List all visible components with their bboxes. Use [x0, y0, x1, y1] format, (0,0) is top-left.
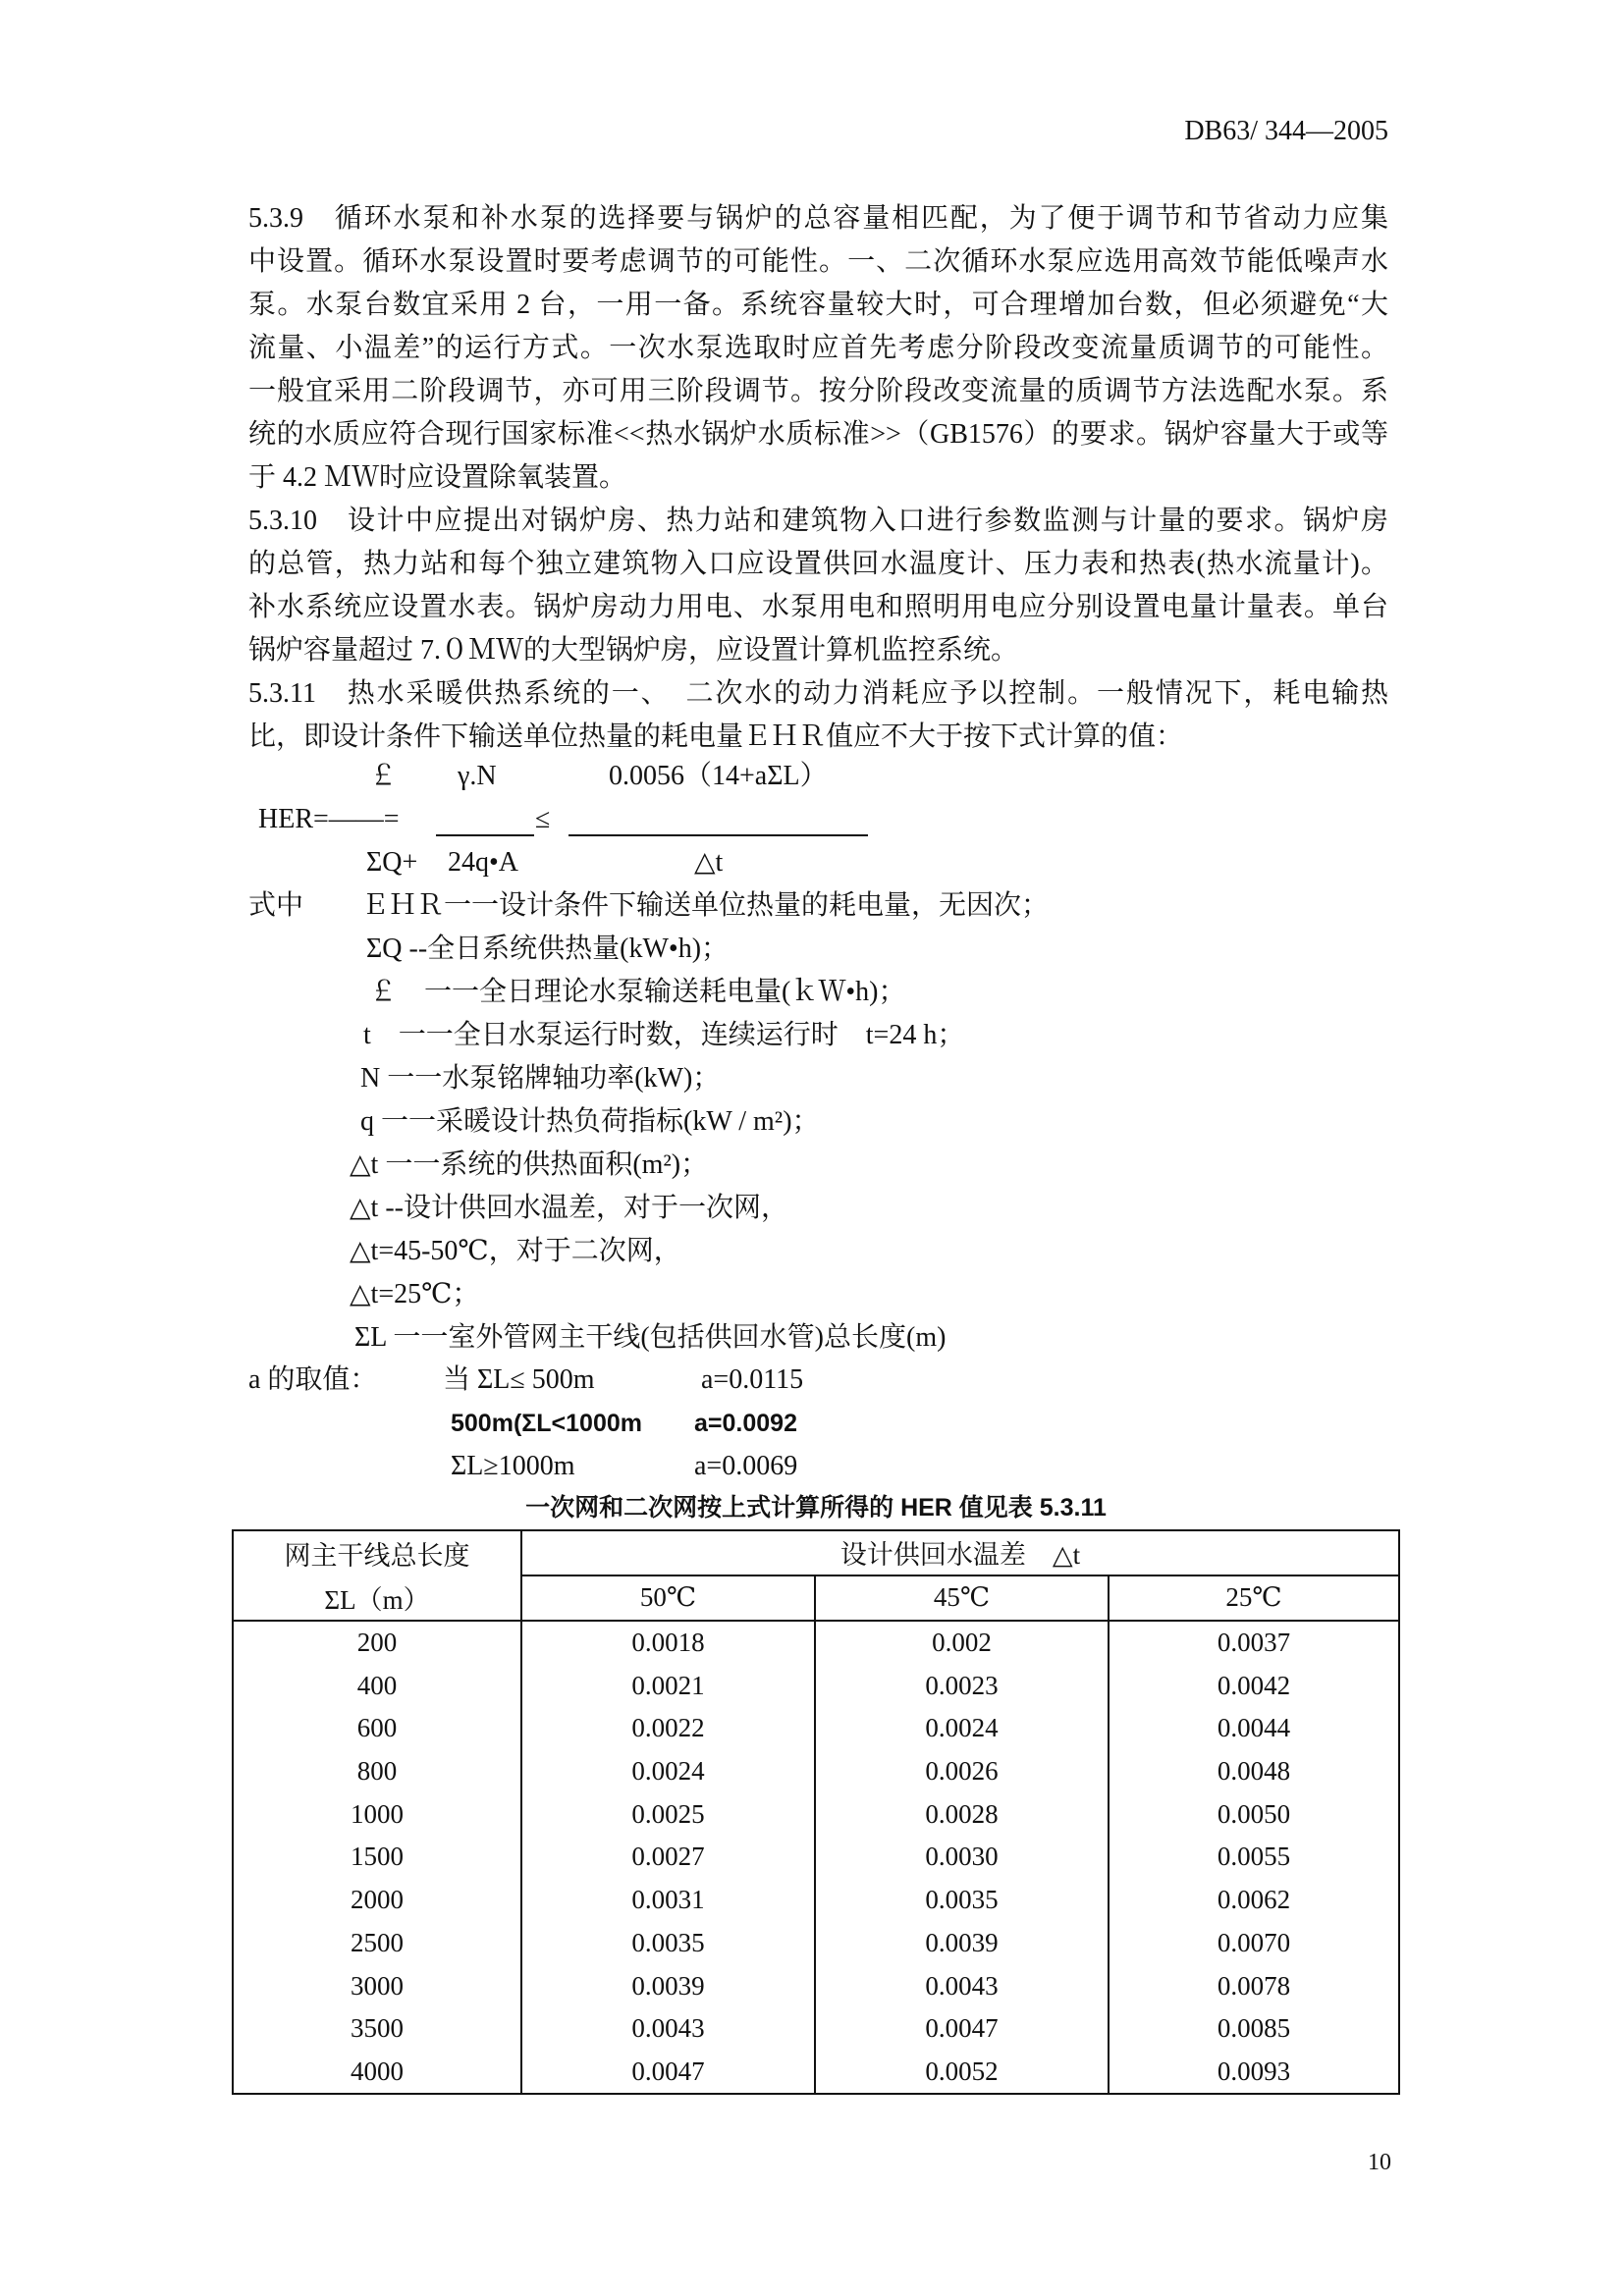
a-cond: 当 ΣL≤ 500m: [443, 1364, 595, 1395]
table-cell: 0.002: [815, 1621, 1109, 1665]
table-row: [233, 1664, 1399, 1707]
text-line: 一般宜采用二阶段调节，亦可用三阶段调节。按分阶段改变流量的质调节方法选配水泵。系: [248, 376, 1388, 406]
a-cond: ΣL≥1000m: [451, 1451, 575, 1481]
page-number: 10: [1368, 2150, 1391, 2175]
table-row: [233, 1879, 1399, 1922]
table-row: [233, 2007, 1399, 2051]
definition-item: △t --设计供回水温差，对于一次网，: [350, 1193, 788, 1223]
table-cell: 0.0085: [1109, 2007, 1399, 2051]
col-header-50: 50℃: [521, 1575, 815, 1621]
table-row: [233, 1964, 1399, 2007]
table-cell: 0.0022: [521, 1707, 815, 1750]
table-cell: 0.0044: [1109, 1707, 1399, 1750]
her-table: [232, 1529, 1400, 2095]
table-cell: 0.0027: [521, 1836, 815, 1879]
table-cell: 3000: [233, 1964, 521, 2007]
table-cell: 4000: [233, 2051, 521, 2095]
table-cell: 0.0024: [815, 1707, 1109, 1750]
definition-item: q 一一采暖设计热负荷指标(kW / m²)；: [360, 1106, 820, 1137]
formula-den-3: △t: [694, 847, 724, 878]
table-cell: 800: [233, 1750, 521, 1793]
text-line: 锅炉容量超过 7.０ＭＷ的大型锅炉房，应设置计算机监控系统。: [248, 635, 1019, 666]
fraction-line: [568, 834, 868, 836]
table-row: [233, 1750, 1399, 1793]
table-cell: 0.0031: [521, 1879, 815, 1922]
table-cell: 3500: [233, 2007, 521, 2051]
definition-item: ΣL 一一室外管网主干线(包括供回水管)总长度(m): [354, 1322, 947, 1353]
table-cell: 2500: [233, 1922, 521, 1965]
table-cell: 0.0035: [521, 1922, 815, 1965]
text-line: 5.3.9 循环水泵和补水泵的选择要与锅炉的总容量相匹配，为了便于调节和节省动力应集: [248, 203, 1388, 234]
table-cell: 2000: [233, 1879, 521, 1922]
table-cell: 0.0048: [1109, 1750, 1399, 1793]
formula-den-2: 24q•A: [448, 847, 519, 878]
text-line: 5.3.11 热水采暖供热系统的一、 二次水的动力消耗应予以控制。一般情况下，耗电输热: [248, 678, 1388, 709]
definition-item: t 一一全日水泵运行时数，连续运行时 t=24 h；: [363, 1020, 965, 1050]
table-cell: 0.0093: [1109, 2051, 1399, 2095]
table-cell: 0.0030: [815, 1836, 1109, 1879]
text-line: 泵。水泵台数宜采用 2 台，一用一备。系统容量较大时，可合理增加台数，但必须避免“大: [248, 290, 1388, 320]
definition-item: ￡ 一一全日理论水泵输送耗电量(ｋＷ•h)；: [369, 977, 906, 1007]
table-cell: 0.0050: [1109, 1792, 1399, 1836]
table-cell: 1000: [233, 1792, 521, 1836]
text-line: 流量、小温差”的运行方式。一次水泵选取时应首先考虑分阶段改变流量质调节的可能性。: [248, 333, 1388, 363]
where-label: 式中: [248, 890, 304, 921]
a-cond: 500m(ΣL<1000m: [451, 1410, 642, 1437]
table-cell: 0.0028: [815, 1792, 1109, 1836]
group-header-delta-t: 设计供回水温差 △t: [521, 1530, 1399, 1575]
table-row: [233, 1836, 1399, 1879]
table-cell: 0.0037: [1109, 1621, 1399, 1665]
formula-num-3: 0.0056（14+aΣL）: [609, 761, 828, 791]
table-row: [233, 1621, 1399, 1665]
text-line: 5.3.10 设计中应提出对锅炉房、热力站和建筑物入口进行参数监测与计量的要求。锅炉房: [248, 506, 1388, 536]
table-row: [233, 1707, 1399, 1750]
fraction-line: [436, 834, 534, 836]
table-cell: 0.0024: [521, 1750, 815, 1793]
a-val: a=0.0115: [701, 1364, 804, 1395]
definition-item: ΣQ --全日系统供热量(kW•h)；: [366, 934, 730, 964]
table-cell: 0.0052: [815, 2051, 1109, 2095]
definition-item: △t=25℃；: [350, 1279, 480, 1309]
table-cell: 400: [233, 1664, 521, 1707]
table-cell: 0.0078: [1109, 1964, 1399, 2007]
table-row: [233, 1792, 1399, 1836]
table-row: [233, 2051, 1399, 2095]
formula-num-1: ￡: [369, 761, 398, 791]
table-cell: 600: [233, 1707, 521, 1750]
definition-item: △t=45-50℃，对于二次网，: [350, 1236, 681, 1266]
table-cell: 0.0021: [521, 1664, 815, 1707]
table-cell: 0.0055: [1109, 1836, 1399, 1879]
table-cell: 0.0062: [1109, 1879, 1399, 1922]
table-cell: 0.0047: [815, 2007, 1109, 2051]
col-header-45: 45℃: [815, 1575, 1109, 1621]
table-cell: 0.0023: [815, 1664, 1109, 1707]
text-line: 补水系统应设置水表。锅炉房动力用电、水泵用电和照明用电应分别设置电量计量表。单台: [248, 592, 1388, 622]
table-cell: 0.0035: [815, 1879, 1109, 1922]
definition-item: ＥＨＲ一一设计条件下输送单位热量的耗电量，无因次；: [361, 890, 1050, 921]
col-header-25: 25℃: [1109, 1575, 1399, 1621]
text-line: 的总管，热力站和每个独立建筑物入口应设置供回水温度计、压力表和热表(热水流量计)。: [248, 549, 1388, 579]
a-val: a=0.0069: [694, 1451, 798, 1481]
formula-num-2: γ.N: [458, 761, 497, 791]
table-row: [233, 1922, 1399, 1965]
table-cell: 0.0025: [521, 1792, 815, 1836]
a-val: a=0.0092: [694, 1410, 797, 1437]
text-line: 于 4.2 ＭＷ时应设置除氧装置。: [248, 462, 627, 493]
formula-lhs: HER=——=: [258, 804, 400, 834]
table-cell: 0.0039: [815, 1922, 1109, 1965]
table-cell: 1500: [233, 1836, 521, 1879]
col-header-length: 网主干线总长度: [233, 1530, 521, 1575]
formula-den-1: ΣQ+: [366, 847, 418, 878]
table-cell: 0.0018: [521, 1621, 815, 1665]
table-caption: 一次网和二次网按上式计算所得的 HER 值见表 5.3.11: [525, 1494, 1107, 1522]
document-code: DB63/ 344—2005: [1184, 116, 1388, 146]
text-line: 比，即设计条件下输送单位热量的耗电量ＥＨＲ值应不大于按下式计算的值：: [248, 721, 1184, 752]
formula-leq: ≤: [535, 804, 551, 834]
table-cell: 0.0043: [815, 1964, 1109, 2007]
table-cell: 0.0047: [521, 2051, 815, 2095]
table-cell: 0.0043: [521, 2007, 815, 2051]
col-header-length-unit: ΣL（m）: [233, 1575, 521, 1621]
definition-item: △t 一一系统的供热面积(m²)；: [350, 1149, 709, 1180]
text-line: 中设置。循环水泵设置时要考虑调节的可能性。一、二次循环水泵应选用高效节能低噪声水: [248, 246, 1388, 277]
table-cell: 0.0039: [521, 1964, 815, 2007]
a-values-label: a 的取值：: [248, 1364, 378, 1395]
table-cell: 200: [233, 1621, 521, 1665]
definition-item: N 一一水泵铭牌轴功率(kW)；: [360, 1063, 721, 1094]
table-cell: 0.0042: [1109, 1664, 1399, 1707]
table-cell: 0.0026: [815, 1750, 1109, 1793]
text-line: 统的水质应符合现行国家标准<<热水锅炉水质标准>>（GB1576）的要求。锅炉容量大于或等: [248, 419, 1388, 450]
table-cell: 0.0070: [1109, 1922, 1399, 1965]
